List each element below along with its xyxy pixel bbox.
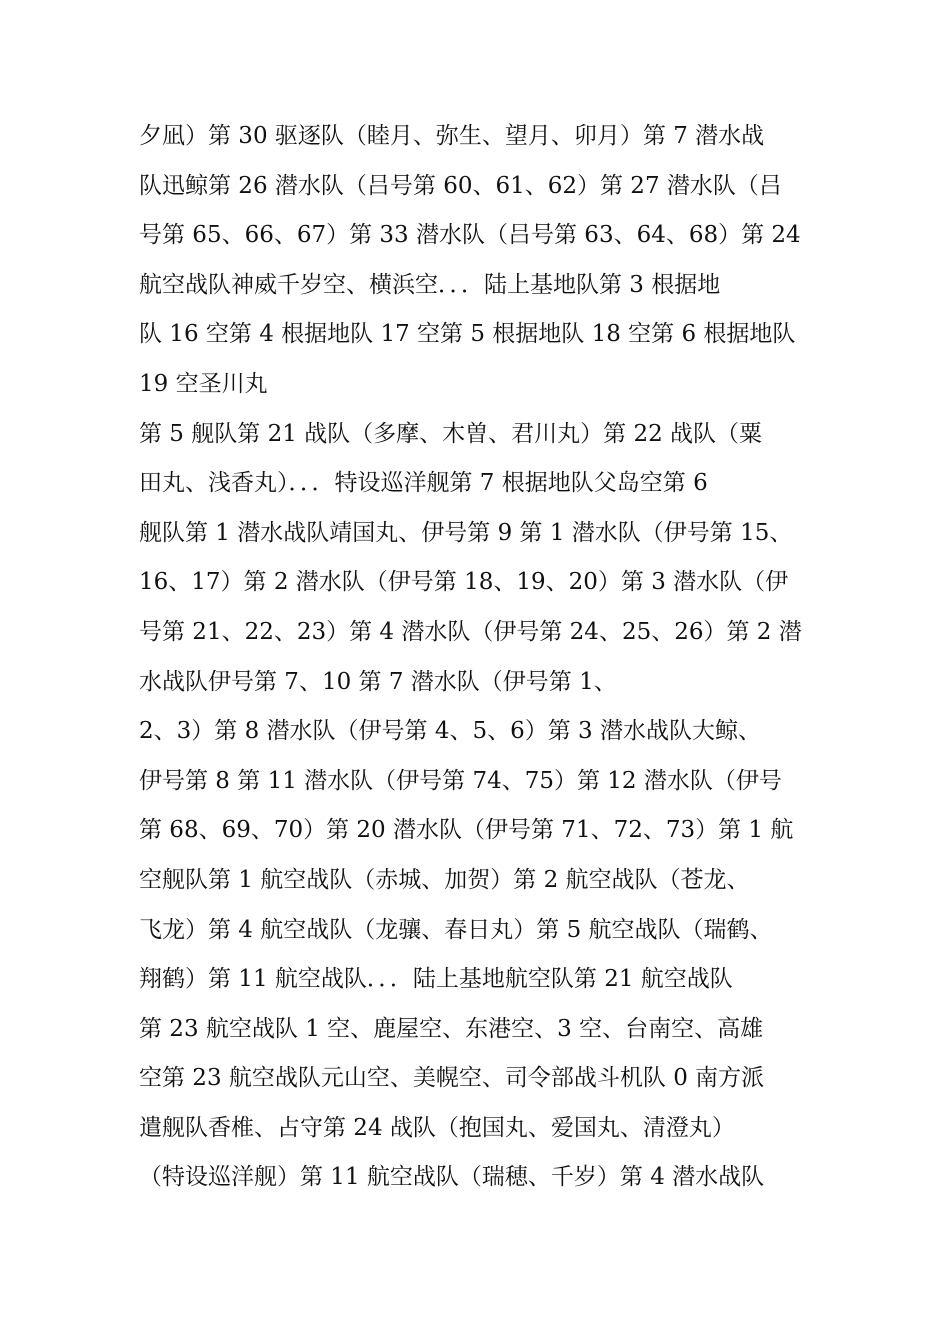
text-line: 第 68、69、70）第 20 潜水队（伊号第 71、72、73）第 1 航 <box>139 817 794 844</box>
text-line: 16、17）第 2 潜水队（伊号第 18、19、20）第 3 潜水队（伊 <box>139 569 789 596</box>
text-line: 夕凪）第 30 驱逐队（睦月、弥生、望月、卯月）第 7 潜水战 <box>139 123 765 149</box>
text-line: 第 23 航空战队 1 空、鹿屋空、东港空、3 空、台南空、高雄 <box>139 1015 764 1042</box>
text-line: 遣舰队香椎、占守第 24 战队（抱国丸、爱国丸、清澄丸） <box>139 1114 735 1141</box>
text-line: 2、3）第 8 潜水队（伊号第 4、5、6）第 3 潜水战队大鲸、 <box>139 718 761 745</box>
text-line: 第 5 舰队第 21 战队（多摩、木曽、君川丸）第 22 战队（粟 <box>139 420 763 447</box>
text-line: 号第 21、22、23）第 4 潜水队（伊号第 24、25、26）第 2 潜 <box>139 618 802 645</box>
text-line: 舰队第 1 潜水战队靖国丸、伊号第 9 第 1 潜水队（伊号第 15、 <box>139 519 793 546</box>
text-line: 队 16 空第 4 根据地队 17 空第 5 根据地队 18 空第 6 根据地队 <box>139 321 796 348</box>
text-line: 航空战队神威千岁空、横浜空．．．陆上基地队第 3 根据地 <box>139 271 721 298</box>
text-line: 田丸、浅香丸）．．．特设巡洋舰第 7 根据地队父岛空第 6 <box>139 470 708 497</box>
text-line: 水战队伊号第 7、10 第 7 潜水队（伊号第 1、 <box>139 668 617 695</box>
text-line: 空第 23 航空战队元山空、美幌空、司令部战斗机队 0 南方派 <box>139 1065 765 1092</box>
text-line: 空舰队第 1 航空战队（赤城、加贺）第 2 航空战队（苍龙、 <box>139 866 750 893</box>
text-line: 队迅鲸第 26 潜水队（吕号第 60、61、62）第 27 潜水队（吕 <box>139 172 782 199</box>
text-line: 伊号第 8 第 11 潜水队（伊号第 74、75）第 12 潜水队（伊号 <box>139 767 782 794</box>
text-line: 号第 65、66、67）第 33 潜水队（吕号第 63、64、68）第 24 <box>139 222 801 249</box>
body-text <box>139 112 839 1203</box>
text-line: 飞龙）第 4 航空战队（龙骧、春日丸）第 5 航空战队（瑞鹤、 <box>139 916 773 943</box>
text-line: （特设巡洋舰）第 11 航空战队（瑞穂、千岁）第 4 潜水战队 <box>139 1164 765 1191</box>
text-line: 翔鹤）第 11 航空战队．．．陆上基地航空队第 21 航空战队 <box>139 966 733 993</box>
text-line: 19 空圣川丸 <box>139 370 268 397</box>
